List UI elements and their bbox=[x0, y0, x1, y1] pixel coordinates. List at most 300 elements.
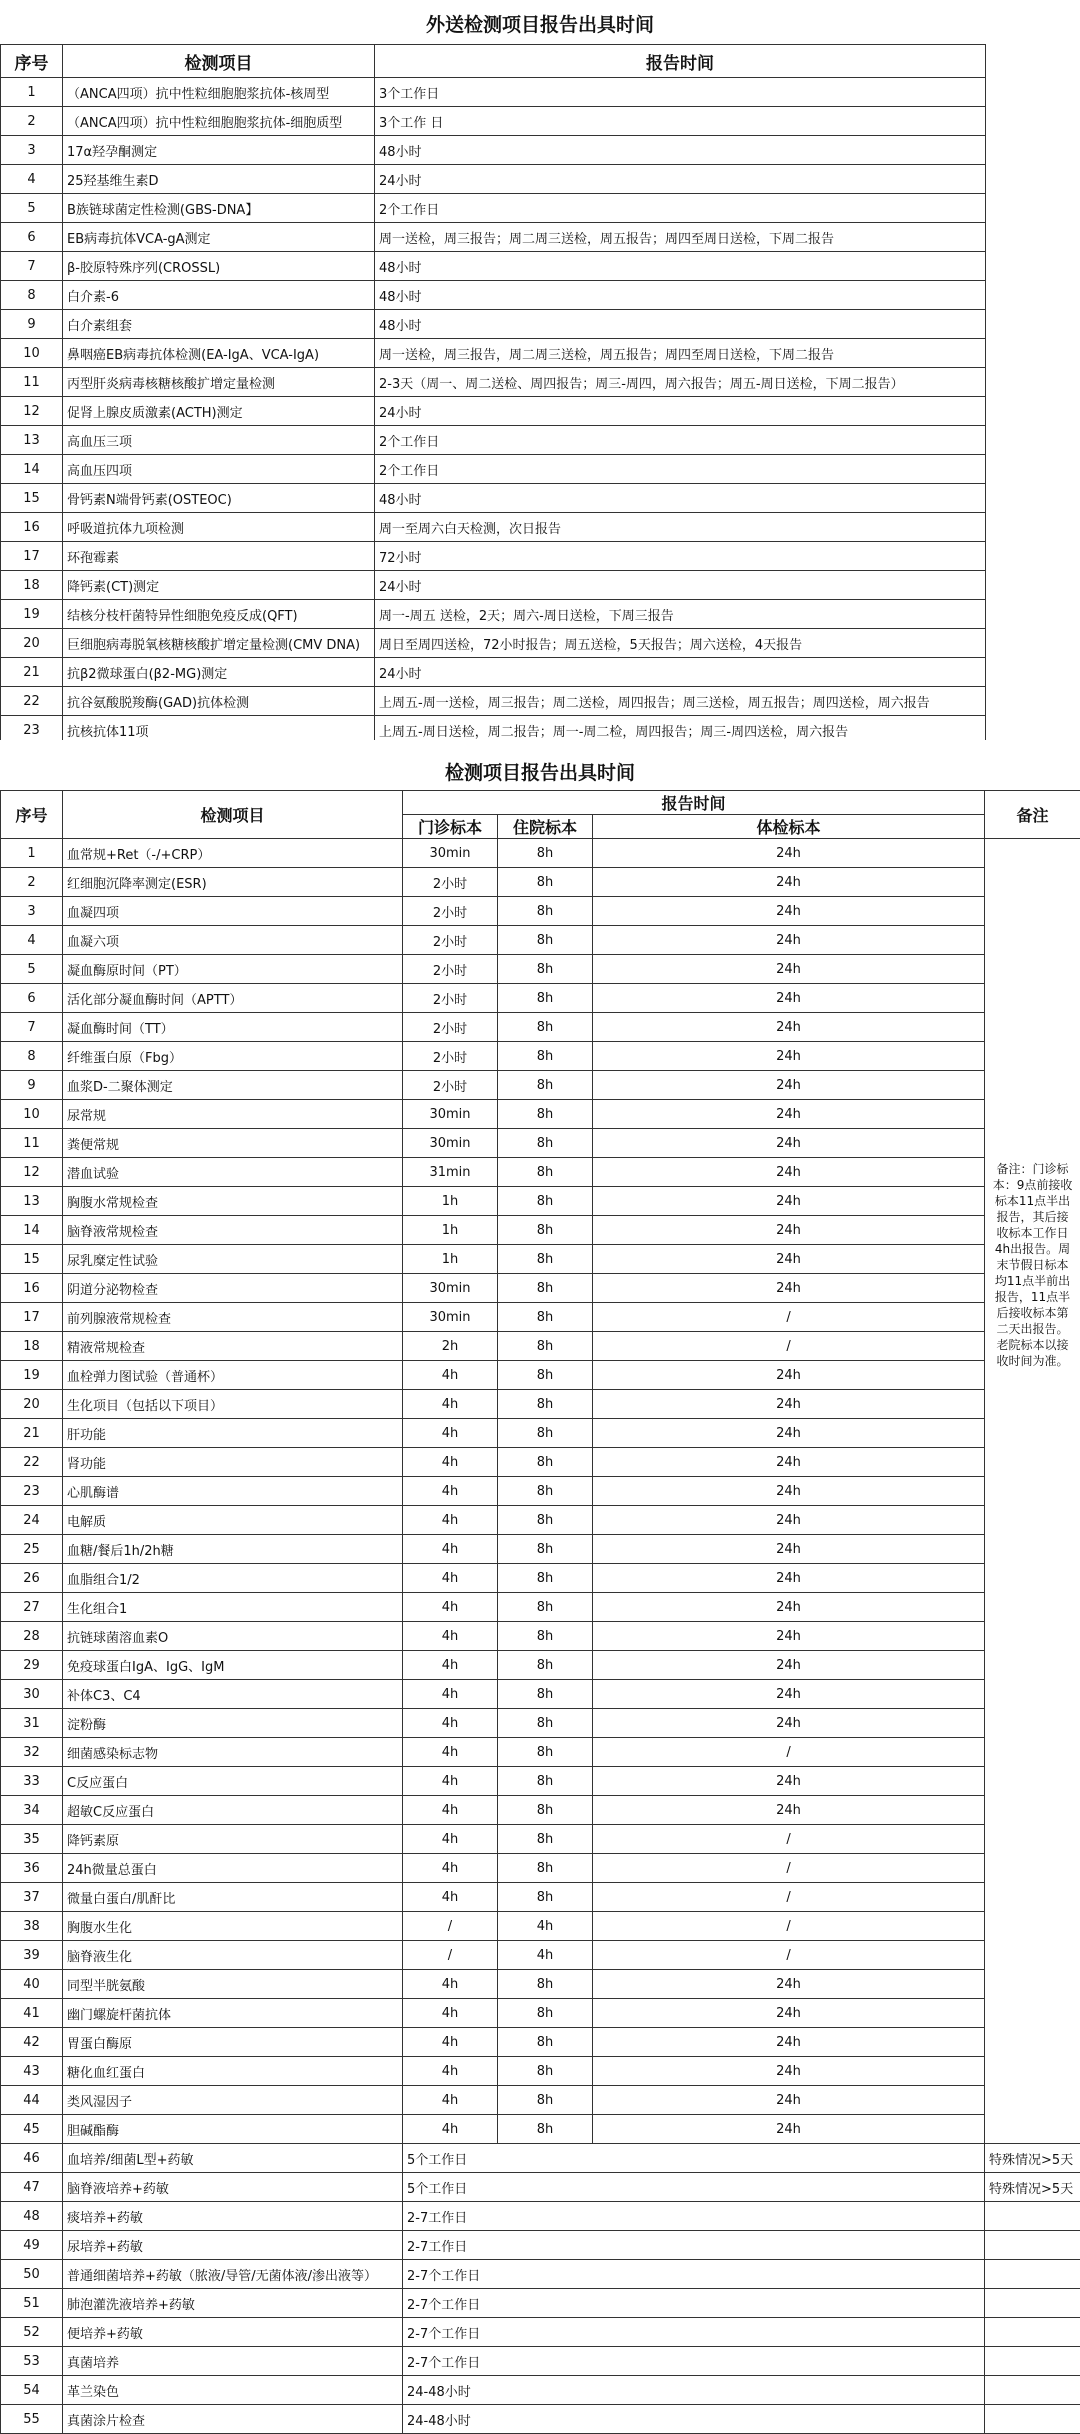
physical-time: 24h bbox=[593, 1042, 985, 1071]
outpatient-time: 2小时 bbox=[403, 1071, 498, 1100]
outpatient-time: 4h bbox=[403, 1564, 498, 1593]
test-item: 尿乳糜定性试验 bbox=[63, 1245, 403, 1274]
table-row bbox=[1, 1477, 1080, 1506]
inpatient-time: 8h bbox=[498, 1390, 593, 1419]
table-row bbox=[1, 984, 1080, 1013]
inpatient-time: 8h bbox=[498, 1622, 593, 1651]
row-number: 17 bbox=[1, 542, 63, 571]
test-item: 真菌涂片检查 bbox=[63, 2405, 403, 2434]
table-row bbox=[1, 1158, 1080, 1187]
test-item: 血常规+Ret（-/+CRP） bbox=[63, 839, 403, 868]
row-number: 10 bbox=[1, 1100, 63, 1129]
row-number: 31 bbox=[1, 1709, 63, 1738]
row-number: 11 bbox=[1, 1129, 63, 1158]
test-item: （ANCA四项）抗中性粒细胞胞浆抗体-核周型 bbox=[63, 78, 375, 107]
table-row bbox=[1, 1042, 1080, 1071]
outpatient-time: 4h bbox=[403, 1361, 498, 1390]
outpatient-time: / bbox=[403, 1912, 498, 1941]
row-number: 41 bbox=[1, 1999, 63, 2028]
row-number: 44 bbox=[1, 2086, 63, 2115]
remark bbox=[985, 2202, 1080, 2231]
physical-time: 24h bbox=[593, 955, 985, 984]
table-row bbox=[1, 2202, 1080, 2231]
table-row bbox=[1, 223, 986, 252]
inpatient-time: 8h bbox=[498, 1709, 593, 1738]
inpatient-time: 8h bbox=[498, 1970, 593, 1999]
row-number: 55 bbox=[1, 2405, 63, 2434]
table-row bbox=[1, 1970, 1080, 1999]
inpatient-time: 8h bbox=[498, 1767, 593, 1796]
test-item: 精液常规检查 bbox=[63, 1332, 403, 1361]
test-item: 促肾上腺皮质激素(ACTH)测定 bbox=[63, 397, 375, 426]
row-number: 40 bbox=[1, 1970, 63, 1999]
test-item: 粪便常规 bbox=[63, 1129, 403, 1158]
test-item: 革兰染色 bbox=[63, 2376, 403, 2405]
test-item: 丙型肝炎病毒核糖核酸扩增定量检测 bbox=[63, 368, 375, 397]
test-item: 抗核抗体11项 bbox=[63, 716, 375, 745]
test-item: 血浆D-二聚体测定 bbox=[63, 1071, 403, 1100]
inpatient-time: 8h bbox=[498, 1796, 593, 1825]
report-time: 24小时 bbox=[375, 165, 986, 194]
row-number: 51 bbox=[1, 2289, 63, 2318]
report-time: 2个工作日 bbox=[375, 426, 986, 455]
test-item: 肾功能 bbox=[63, 1448, 403, 1477]
table-row bbox=[1, 1216, 1080, 1245]
row-number: 35 bbox=[1, 1825, 63, 1854]
outpatient-time: 30min bbox=[403, 1129, 498, 1158]
header-report-time: 报告时间 bbox=[375, 45, 986, 78]
inpatient-time: 8h bbox=[498, 1100, 593, 1129]
inpatient-time: 8h bbox=[498, 1274, 593, 1303]
physical-time: 24h bbox=[593, 1390, 985, 1419]
test-item: 肝功能 bbox=[63, 1419, 403, 1448]
report-time: 5个工作日 bbox=[403, 2173, 985, 2202]
test-item: 高血压四项 bbox=[63, 455, 375, 484]
table-row bbox=[1, 1767, 1080, 1796]
inpatient-time: 8h bbox=[498, 1361, 593, 1390]
inpatient-time: 8h bbox=[498, 1506, 593, 1535]
report-time: 周一至周六白天检测，次日报告 bbox=[375, 513, 986, 542]
test-item: β-胶原特殊序列(CROSSL) bbox=[63, 252, 375, 281]
row-number: 54 bbox=[1, 2376, 63, 2405]
inpatient-time: 4h bbox=[498, 1912, 593, 1941]
table-row bbox=[1, 484, 986, 513]
test-item: 生化项目（包括以下项目） bbox=[63, 1390, 403, 1419]
test-item: 电解质 bbox=[63, 1506, 403, 1535]
test-item: 抗链球菌溶血素O bbox=[63, 1622, 403, 1651]
table-row bbox=[1, 658, 986, 687]
outpatient-time: 1h bbox=[403, 1216, 498, 1245]
test-item: 痰培养+药敏 bbox=[63, 2202, 403, 2231]
inpatient-time: 8h bbox=[498, 1129, 593, 1158]
table-row bbox=[1, 2173, 1080, 2202]
report-time: 2个工作日 bbox=[375, 194, 986, 223]
inpatient-time: 8h bbox=[498, 2086, 593, 2115]
inpatient-time: 8h bbox=[498, 868, 593, 897]
physical-time: 24h bbox=[593, 1071, 985, 1100]
table-row bbox=[1, 926, 1080, 955]
test-item: 环孢霉素 bbox=[63, 542, 375, 571]
outpatient-time: 4h bbox=[403, 1854, 498, 1883]
outpatient-time: 4h bbox=[403, 1883, 498, 1912]
row-number: 23 bbox=[1, 1477, 63, 1506]
table-row bbox=[1, 1709, 1080, 1738]
row-number: 9 bbox=[1, 1071, 63, 1100]
row-number: 21 bbox=[1, 1419, 63, 1448]
physical-time: 24h bbox=[593, 1245, 985, 1274]
test-item: 真菌培养 bbox=[63, 2347, 403, 2376]
table-row bbox=[1, 542, 986, 571]
outpatient-time: 4h bbox=[403, 2057, 498, 2086]
remark bbox=[985, 2231, 1080, 2260]
table-row bbox=[1, 897, 1080, 926]
test-item: 凝血酶时间（TT） bbox=[63, 1013, 403, 1042]
row-number: 10 bbox=[1, 339, 63, 368]
row-number: 30 bbox=[1, 1680, 63, 1709]
table-row bbox=[1, 955, 1080, 984]
header-physical: 体检标本 bbox=[593, 815, 985, 839]
test-item: 红细胞沉降率测定(ESR) bbox=[63, 868, 403, 897]
row-number: 37 bbox=[1, 1883, 63, 1912]
inpatient-time: 8h bbox=[498, 1651, 593, 1680]
row-number: 7 bbox=[1, 252, 63, 281]
outpatient-time: 2小时 bbox=[403, 926, 498, 955]
inpatient-time: 8h bbox=[498, 1883, 593, 1912]
table-row bbox=[1, 839, 1080, 868]
outpatient-time: 1h bbox=[403, 1245, 498, 1274]
inpatient-time: 8h bbox=[498, 926, 593, 955]
inpatient-time: 8h bbox=[498, 1535, 593, 1564]
table-row bbox=[1, 1738, 1080, 1767]
test-item: 类风湿因子 bbox=[63, 2086, 403, 2115]
table-row bbox=[1, 1013, 1080, 1042]
test-item: 鼻咽癌EB病毒抗体检测(EA-IgA、VCA-IgA) bbox=[63, 339, 375, 368]
report-time: 48小时 bbox=[375, 252, 986, 281]
row-number: 23 bbox=[1, 716, 63, 745]
test-item: B族链球菌定性检测(GBS-DNA】 bbox=[63, 194, 375, 223]
test-item: 潜血试验 bbox=[63, 1158, 403, 1187]
report-time: 2-7个工作日 bbox=[403, 2260, 985, 2289]
inpatient-time: 8h bbox=[498, 1680, 593, 1709]
physical-time: 24h bbox=[593, 1419, 985, 1448]
table-row bbox=[1, 2289, 1080, 2318]
report-time: 48小时 bbox=[375, 136, 986, 165]
physical-time: / bbox=[593, 1738, 985, 1767]
report-time: 5个工作日 bbox=[403, 2144, 985, 2173]
row-number: 14 bbox=[1, 455, 63, 484]
physical-time: 24h bbox=[593, 1970, 985, 1999]
table-row bbox=[1, 1912, 1080, 1941]
row-number: 5 bbox=[1, 955, 63, 984]
physical-time: / bbox=[593, 1332, 985, 1361]
inpatient-time: 8h bbox=[498, 2057, 593, 2086]
inpatient-time: 8h bbox=[498, 1999, 593, 2028]
test-item: 胃蛋白酶原 bbox=[63, 2028, 403, 2057]
physical-time: 24h bbox=[593, 1506, 985, 1535]
row-number: 36 bbox=[1, 1854, 63, 1883]
row-number: 33 bbox=[1, 1767, 63, 1796]
table-row bbox=[1, 1448, 1080, 1477]
row-number: 20 bbox=[1, 629, 63, 658]
outpatient-time: 4h bbox=[403, 1506, 498, 1535]
outpatient-time: 30min bbox=[403, 1274, 498, 1303]
table1-header-row bbox=[1, 45, 986, 78]
inpatient-time: 8h bbox=[498, 1477, 593, 1506]
test-item: 便培养+药敏 bbox=[63, 2318, 403, 2347]
outpatient-time: 4h bbox=[403, 1970, 498, 1999]
table-row bbox=[1, 2347, 1080, 2376]
test-item: 淀粉酶 bbox=[63, 1709, 403, 1738]
outpatient-time: 4h bbox=[403, 1796, 498, 1825]
test-item: 免疫球蛋白IgA、IgG、IgM bbox=[63, 1651, 403, 1680]
table-row bbox=[1, 868, 1080, 897]
table-row bbox=[1, 426, 986, 455]
test-item: 前列腺液常规检查 bbox=[63, 1303, 403, 1332]
header-inpatient: 住院标本 bbox=[498, 815, 593, 839]
report-time: 48小时 bbox=[375, 484, 986, 513]
table-row bbox=[1, 136, 986, 165]
remark bbox=[985, 2405, 1080, 2434]
physical-time: 24h bbox=[593, 984, 985, 1013]
report-time: 24-48小时 bbox=[403, 2376, 985, 2405]
test-item: 巨细胞病毒脱氧核糖核酸扩增定量检测(CMV DNA) bbox=[63, 629, 375, 658]
table-row bbox=[1, 2405, 1080, 2434]
inpatient-time: 8h bbox=[498, 1303, 593, 1332]
outpatient-time: 4h bbox=[403, 1738, 498, 1767]
inpatient-time: 8h bbox=[498, 897, 593, 926]
row-number: 38 bbox=[1, 1912, 63, 1941]
outpatient-time: 4h bbox=[403, 1593, 498, 1622]
test-item: 降钙素(CT)测定 bbox=[63, 571, 375, 600]
test-item: （ANCA四项）抗中性粒细胞胞浆抗体-细胞质型 bbox=[63, 107, 375, 136]
physical-time: 24h bbox=[593, 1535, 985, 1564]
lab-test-table bbox=[0, 790, 1080, 2434]
test-item: 幽门螺旋杆菌抗体 bbox=[63, 1999, 403, 2028]
test-item: 细菌感染标志物 bbox=[63, 1738, 403, 1767]
physical-time: 24h bbox=[593, 839, 985, 868]
table-row bbox=[1, 1651, 1080, 1680]
inpatient-time: 8h bbox=[498, 1013, 593, 1042]
row-number: 19 bbox=[1, 600, 63, 629]
outpatient-time: 4h bbox=[403, 1390, 498, 1419]
table-row bbox=[1, 513, 986, 542]
test-item: 肺泡灌洗液培养+药敏 bbox=[63, 2289, 403, 2318]
outpatient-time: 1h bbox=[403, 1187, 498, 1216]
test-item: 血凝四项 bbox=[63, 897, 403, 926]
row-number: 39 bbox=[1, 1941, 63, 1970]
test-item: 纤维蛋白原（Fbg） bbox=[63, 1042, 403, 1071]
table2-header-row-1 bbox=[1, 791, 1080, 815]
outpatient-time: 4h bbox=[403, 1999, 498, 2028]
test-item: 生化组合1 bbox=[63, 1593, 403, 1622]
report-time: 周一送检，周三报告；周二周三送检，周五报告；周四至周日送检，下周二报告 bbox=[375, 223, 986, 252]
physical-time: 24h bbox=[593, 1564, 985, 1593]
row-number: 8 bbox=[1, 281, 63, 310]
test-item: 活化部分凝血酶时间（APTT） bbox=[63, 984, 403, 1013]
physical-time: 24h bbox=[593, 1274, 985, 1303]
table-row bbox=[1, 1100, 1080, 1129]
table-row bbox=[1, 2260, 1080, 2289]
row-number: 45 bbox=[1, 2115, 63, 2144]
header-remark: 备注 bbox=[985, 791, 1080, 839]
inpatient-time: 8h bbox=[498, 1593, 593, 1622]
row-number: 17 bbox=[1, 1303, 63, 1332]
physical-time: 24h bbox=[593, 1100, 985, 1129]
test-item: 胆碱酯酶 bbox=[63, 2115, 403, 2144]
header-report-time: 报告时间 bbox=[403, 791, 985, 815]
external-test-table bbox=[0, 44, 986, 745]
remark bbox=[985, 2318, 1080, 2347]
table-row bbox=[1, 571, 986, 600]
row-number: 13 bbox=[1, 426, 63, 455]
test-item: 17α羟孕酮测定 bbox=[63, 136, 375, 165]
table-row bbox=[1, 1332, 1080, 1361]
test-item: 结核分枝杆菌特异性细胞免疫反成(QFT) bbox=[63, 600, 375, 629]
row-number: 43 bbox=[1, 2057, 63, 2086]
report-time: 周日至周四送检，72小时报告；周五送检，5天报告；周六送检，4天报告 bbox=[375, 629, 986, 658]
table-row bbox=[1, 1274, 1080, 1303]
table-row bbox=[1, 1303, 1080, 1332]
row-number: 13 bbox=[1, 1187, 63, 1216]
outpatient-time: 4h bbox=[403, 1622, 498, 1651]
physical-time: 24h bbox=[593, 1767, 985, 1796]
outpatient-time: 4h bbox=[403, 1767, 498, 1796]
row-number: 1 bbox=[1, 839, 63, 868]
outpatient-time: 4h bbox=[403, 1477, 498, 1506]
remark-text: 备注：门诊标本：9点前接收标本11点半出报告，其后接收标本工作日4h出报告。周末节假日标本均11点半前出报告，11点半后接收标本第二天出报告。老院标本以接收时间为准。 bbox=[989, 1159, 1076, 1371]
outpatient-time: 2h bbox=[403, 1332, 498, 1361]
row-number: 24 bbox=[1, 1506, 63, 1535]
table-row bbox=[1, 252, 986, 281]
row-number: 50 bbox=[1, 2260, 63, 2289]
table-row bbox=[1, 1419, 1080, 1448]
physical-time: 24h bbox=[593, 1216, 985, 1245]
table-row bbox=[1, 455, 986, 484]
inpatient-time: 8h bbox=[498, 2115, 593, 2144]
row-number: 16 bbox=[1, 513, 63, 542]
test-item: 血栓弹力图试验（普通杯） bbox=[63, 1361, 403, 1390]
row-number: 16 bbox=[1, 1274, 63, 1303]
test-item: 同型半胱氨酸 bbox=[63, 1970, 403, 1999]
table-row bbox=[1, 165, 986, 194]
outpatient-time: 4h bbox=[403, 1680, 498, 1709]
row-number: 15 bbox=[1, 1245, 63, 1274]
row-number: 3 bbox=[1, 136, 63, 165]
row-number: 19 bbox=[1, 1361, 63, 1390]
remark: 特殊情况>5天 bbox=[985, 2144, 1080, 2173]
test-item: 抗谷氨酸脱羧酶(GAD)抗体检测 bbox=[63, 687, 375, 716]
report-time: 2-7个工作日 bbox=[403, 2318, 985, 2347]
physical-time: 24h bbox=[593, 1680, 985, 1709]
table-row bbox=[1, 107, 986, 136]
table-row bbox=[1, 1390, 1080, 1419]
table-row bbox=[1, 1071, 1080, 1100]
table-row bbox=[1, 2318, 1080, 2347]
report-time: 72小时 bbox=[375, 542, 986, 571]
table-row bbox=[1, 600, 986, 629]
report-time: 2个工作日 bbox=[375, 455, 986, 484]
table-row bbox=[1, 2376, 1080, 2405]
physical-time: 24h bbox=[593, 2057, 985, 2086]
table-row bbox=[1, 78, 986, 107]
inpatient-time: 8h bbox=[498, 1419, 593, 1448]
row-number: 46 bbox=[1, 2144, 63, 2173]
outpatient-time: 2小时 bbox=[403, 1013, 498, 1042]
remark bbox=[985, 2260, 1080, 2289]
table-row bbox=[1, 368, 986, 397]
table-row bbox=[1, 1999, 1080, 2028]
test-item: 尿培养+药敏 bbox=[63, 2231, 403, 2260]
physical-time: 24h bbox=[593, 897, 985, 926]
physical-time: 24h bbox=[593, 1593, 985, 1622]
row-number: 11 bbox=[1, 368, 63, 397]
row-number: 2 bbox=[1, 868, 63, 897]
report-time: 2-3天（周一、周二送检、周四报告；周三-周四，周六报告；周五-周日送检，下周二报告） bbox=[375, 368, 986, 397]
table-row bbox=[1, 2144, 1080, 2173]
table2-title: 检测项目报告出具时间 bbox=[0, 758, 1080, 785]
table-row bbox=[1, 1187, 1080, 1216]
row-number: 49 bbox=[1, 2231, 63, 2260]
physical-time: 24h bbox=[593, 1651, 985, 1680]
outpatient-time: 2小时 bbox=[403, 868, 498, 897]
physical-time: / bbox=[593, 1825, 985, 1854]
test-item: 普通细菌培养+药敏（脓液/导管/无菌体液/渗出液等） bbox=[63, 2260, 403, 2289]
report-time: 24-48小时 bbox=[403, 2405, 985, 2434]
outpatient-time: 30min bbox=[403, 1100, 498, 1129]
table-row bbox=[1, 1535, 1080, 1564]
outpatient-time: 30min bbox=[403, 839, 498, 868]
row-number: 18 bbox=[1, 571, 63, 600]
table-row bbox=[1, 2057, 1080, 2086]
inpatient-time: 8h bbox=[498, 1187, 593, 1216]
row-number: 52 bbox=[1, 2318, 63, 2347]
outpatient-time: 30min bbox=[403, 1303, 498, 1332]
test-item: 心肌酶谱 bbox=[63, 1477, 403, 1506]
header-no: 序号 bbox=[1, 45, 63, 78]
report-time: 2-7工作日 bbox=[403, 2231, 985, 2260]
outpatient-time: 2小时 bbox=[403, 955, 498, 984]
row-number: 32 bbox=[1, 1738, 63, 1767]
test-item: 脑脊液培养+药敏 bbox=[63, 2173, 403, 2202]
report-time: 2-7工作日 bbox=[403, 2202, 985, 2231]
row-number: 7 bbox=[1, 1013, 63, 1042]
remark bbox=[985, 2289, 1080, 2318]
test-item: 尿常规 bbox=[63, 1100, 403, 1129]
outpatient-time: / bbox=[403, 1941, 498, 1970]
row-number: 26 bbox=[1, 1564, 63, 1593]
inpatient-time: 4h bbox=[498, 1941, 593, 1970]
inpatient-time: 8h bbox=[498, 1825, 593, 1854]
test-item: 25羟基维生素D bbox=[63, 165, 375, 194]
inpatient-time: 8h bbox=[498, 984, 593, 1013]
outpatient-time: 4h bbox=[403, 2115, 498, 2144]
row-number: 27 bbox=[1, 1593, 63, 1622]
physical-time: 24h bbox=[593, 926, 985, 955]
table-row bbox=[1, 397, 986, 426]
table-row bbox=[1, 2115, 1080, 2144]
row-number: 21 bbox=[1, 658, 63, 687]
physical-time: / bbox=[593, 1854, 985, 1883]
physical-time: 24h bbox=[593, 1477, 985, 1506]
table-row bbox=[1, 1245, 1080, 1274]
report-time: 上周五-周日送检，周二报告；周一-周二检，周四报告；周三-周四送检，周六报告 bbox=[375, 716, 986, 745]
table-row bbox=[1, 1680, 1080, 1709]
table-row bbox=[1, 1883, 1080, 1912]
test-item: 糖化血红蛋白 bbox=[63, 2057, 403, 2086]
inpatient-time: 8h bbox=[498, 1158, 593, 1187]
row-number: 5 bbox=[1, 194, 63, 223]
test-item: C反应蛋白 bbox=[63, 1767, 403, 1796]
